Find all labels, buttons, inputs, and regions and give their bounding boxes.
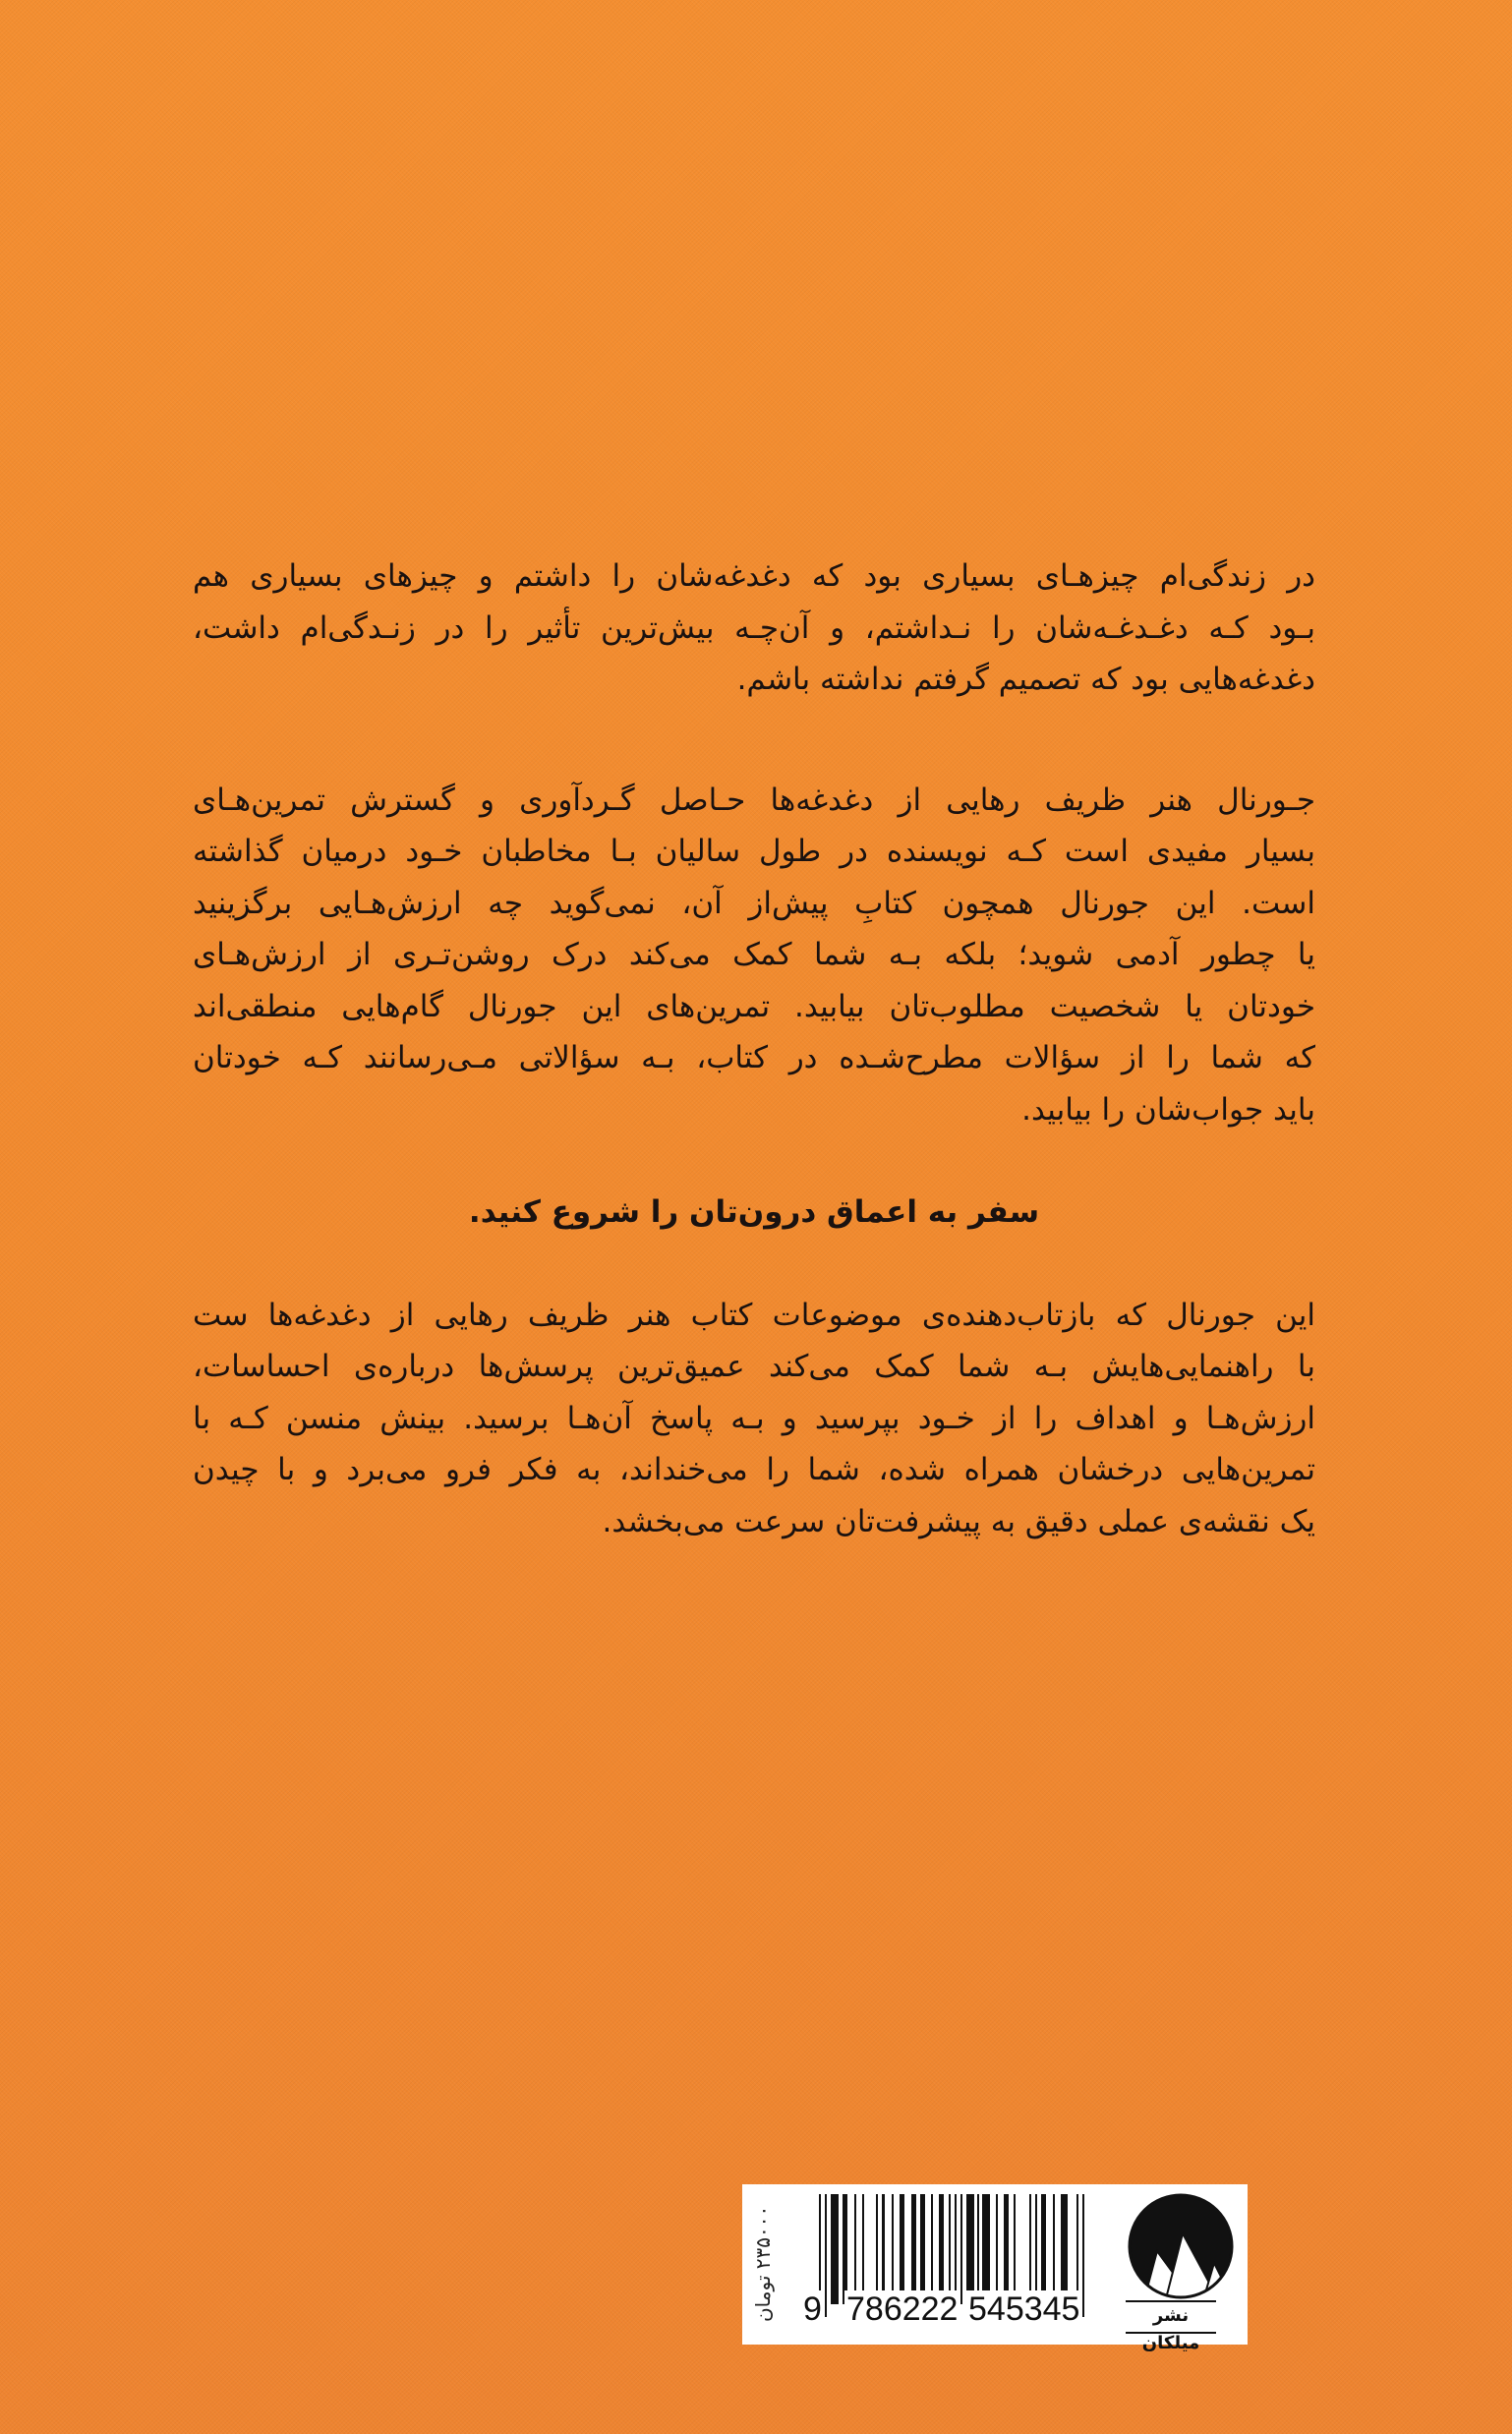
text-line: دغدغه‌هایی بود که تصمیم گرفتم نداشته باشم. bbox=[736, 662, 1315, 697]
isbn-barcode-label bbox=[742, 2184, 1248, 2353]
text-line: است. این جورنال همچون کتابِ پیش‌از آن، نمی‌گوید چه ارزش‌هـایی برگزینید bbox=[193, 885, 1315, 921]
text-line: ارزش‌هـا و اهداف را از خـود بپرسید و بـه پاسخ آن‌هـا برسید. بینش منسن کـه با bbox=[193, 1400, 1315, 1436]
paragraph-1 bbox=[193, 551, 1315, 706]
text-line: که شما را از سؤالات مطرح‌شـده در کتاب، بـه سؤالاتی مـی‌رسانند کـه خودتان bbox=[193, 1040, 1315, 1075]
text-line: جـورنال هنر ظریف رهایی از دغدغه‌ها حـاصل گـردآوری و گسترش تمرین‌هـای bbox=[193, 782, 1315, 818]
isbn-number bbox=[799, 2290, 1094, 2340]
text-line: یا چطور آدمی شوید؛ بلکه بـه شما کمک می‌کند درک روشن‌تـری از ارزش‌هـای bbox=[193, 937, 1315, 972]
text-line: با راهنمایی‌هایش بـه شما کمک می‌کند عمیق‌ترین پرسش‌ها درباره‌ی احساسات، bbox=[193, 1349, 1315, 1384]
text-line: بسیار مفیدی است کـه نویسنده در طول سالیان بـا مخاطبان خـود درمیان گذاشته bbox=[193, 834, 1315, 869]
isbn-group-1: 786222 bbox=[846, 2290, 959, 2328]
text-line: یک نقشه‌ی عملی دقیق به پیشرفت‌تان سرعت می‌بخشد. bbox=[602, 1503, 1315, 1539]
text-line: در زندگی‌ام چیزهـای بسیاری بود که دغدغه‌شان را داشتم و چیزهای بسیاری هم bbox=[193, 558, 1315, 594]
text-line: باید جواب‌شان را بیابید. bbox=[1021, 1091, 1315, 1128]
blurb-text bbox=[193, 551, 1315, 1547]
text-line: این جورنال که بازتاب‌دهنده‌ی موضوعات کتاب هنر ظریف رهایی از دغدغه‌ها ست bbox=[193, 1297, 1315, 1333]
price-label: ۲۳۵۰۰۰ تومان bbox=[751, 2205, 775, 2323]
publisher-name: نشر میلکان bbox=[1126, 2300, 1216, 2334]
tagline-heading: سفر به اعماق درون‌تان را شروع کنید. bbox=[468, 1194, 1040, 1230]
paragraph-2 bbox=[193, 775, 1315, 1136]
text-line: تمرین‌هایی درخشان همراه شده، شما را می‌خنداند، به فکر فرو می‌برد و با چیدن bbox=[193, 1452, 1315, 1487]
isbn-group-2: 545345 bbox=[968, 2290, 1080, 2328]
text-line: خودتان یا شخصیت مطلوب‌تان بیابید. تمرین‌های این جورنال گام‌هایی منطقی‌اند bbox=[193, 988, 1315, 1024]
text-line: بـود کـه دغـدغـه‌شان را نـداشتم، و آن‌چـه بیش‌ترین تأثیر را در زنـدگی‌ام داشت، bbox=[193, 609, 1315, 646]
paragraph-3 bbox=[193, 1290, 1315, 1548]
isbn-prefix: 9 bbox=[803, 2290, 822, 2328]
